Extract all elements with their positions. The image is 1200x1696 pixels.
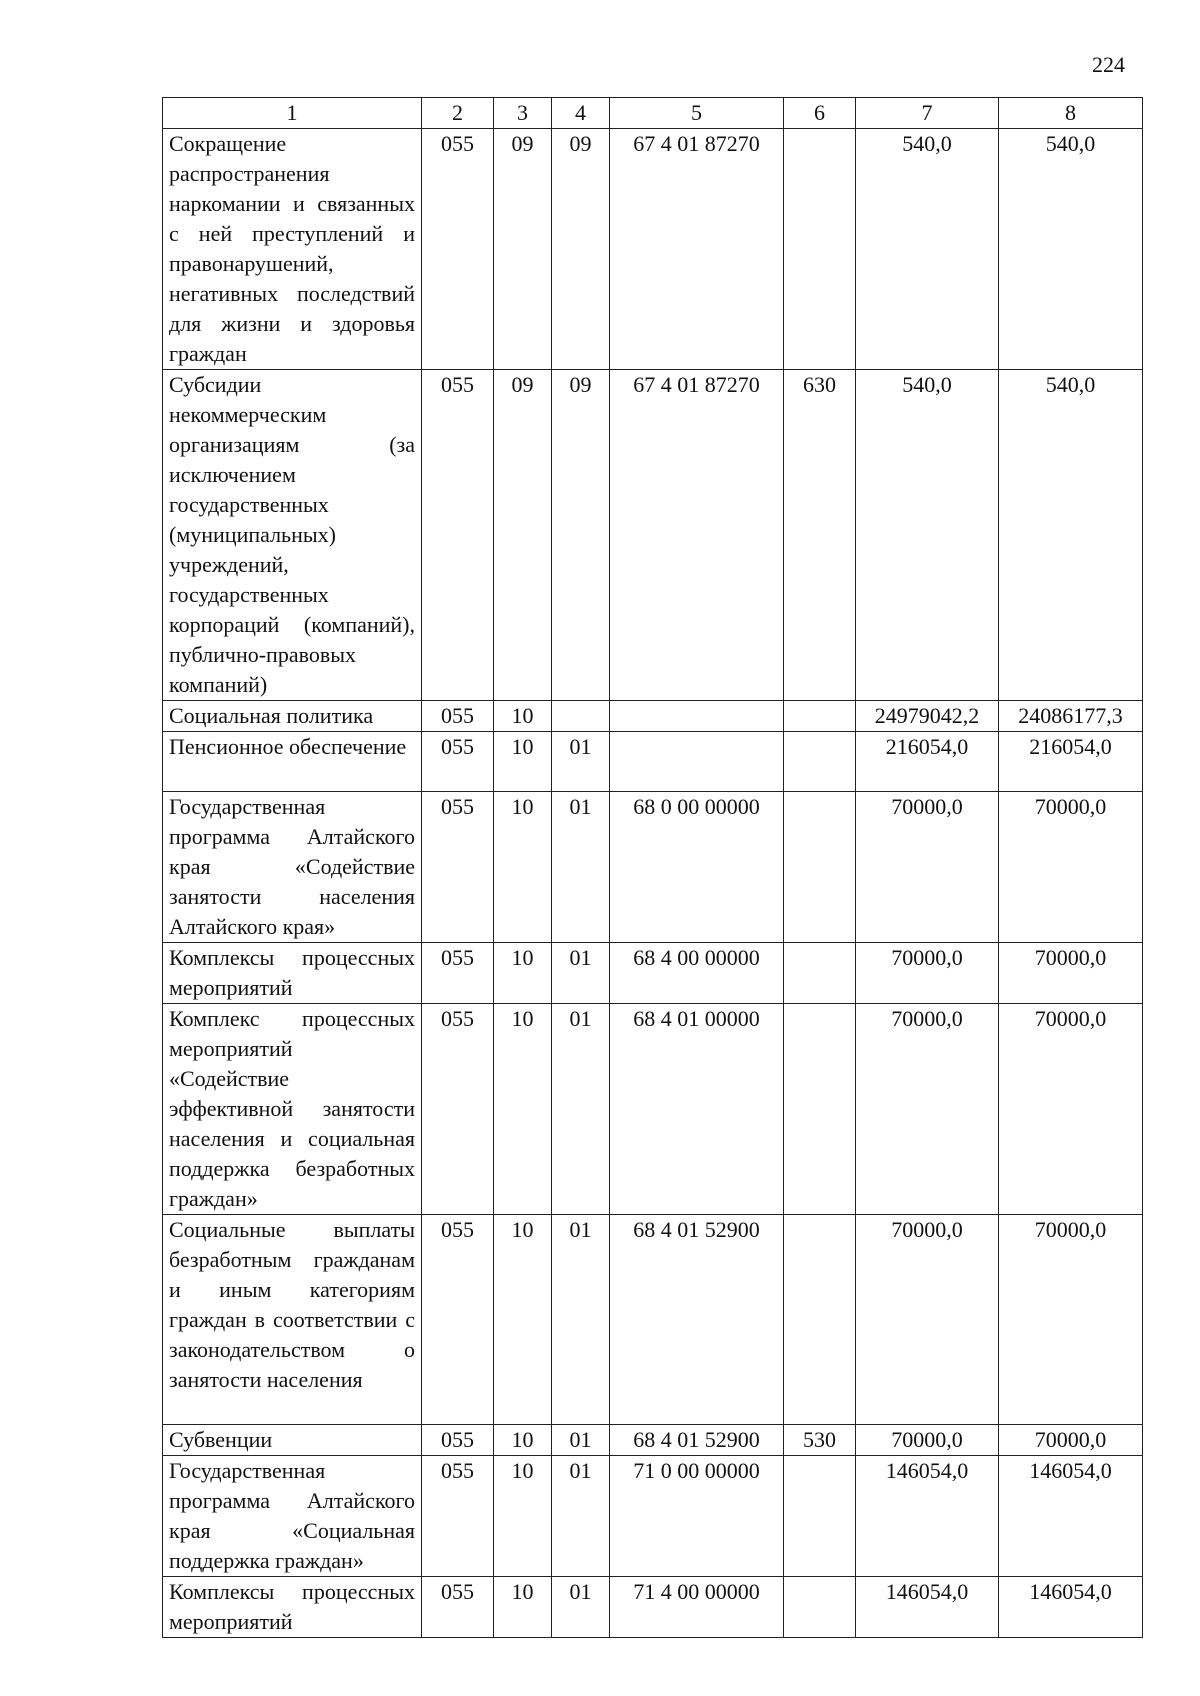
cell-expense-type	[784, 1577, 856, 1638]
cell-ministry: 055	[422, 129, 494, 370]
cell-ministry: 055	[422, 1425, 494, 1456]
column-header: 2	[422, 98, 494, 129]
cell-subsection: 01	[552, 1577, 610, 1638]
cell-amount-2: 540,0	[999, 370, 1143, 701]
cell-section: 10	[494, 943, 552, 1004]
cell-amount-2: 216054,0	[999, 732, 1143, 792]
table-row	[163, 1425, 1143, 1456]
budget-table	[162, 97, 1143, 1638]
cell-section: 10	[494, 1425, 552, 1456]
cell-ministry: 055	[422, 1456, 494, 1577]
cell-amount-2: 146054,0	[999, 1577, 1143, 1638]
cell-expense-type	[784, 732, 856, 792]
table-row	[163, 701, 1143, 732]
cell-expense-type	[784, 1215, 856, 1425]
table-row	[163, 129, 1143, 370]
table-row	[163, 732, 1143, 792]
cell-subsection: 01	[552, 1456, 610, 1577]
cell-amount-2: 70000,0	[999, 792, 1143, 943]
cell-amount-2: 146054,0	[999, 1456, 1143, 1577]
row-name: Комплексы процессных мероприятий	[163, 1577, 422, 1638]
cell-target-code: 68 4 01 52900	[610, 1425, 784, 1456]
cell-target-code: 68 0 00 00000	[610, 792, 784, 943]
cell-subsection: 09	[552, 370, 610, 701]
cell-amount-1: 146054,0	[856, 1577, 999, 1638]
cell-section: 10	[494, 1215, 552, 1425]
cell-section: 09	[494, 129, 552, 370]
cell-target-code: 67 4 01 87270	[610, 129, 784, 370]
cell-amount-1: 70000,0	[856, 1004, 999, 1215]
cell-section: 10	[494, 1456, 552, 1577]
cell-section: 10	[494, 1004, 552, 1215]
cell-section: 10	[494, 1577, 552, 1638]
table-row	[163, 1456, 1143, 1577]
cell-amount-1: 70000,0	[856, 1215, 999, 1425]
cell-target-code	[610, 732, 784, 792]
cell-amount-1: 70000,0	[856, 1425, 999, 1456]
table-row	[163, 370, 1143, 701]
cell-amount-1: 540,0	[856, 129, 999, 370]
cell-target-code: 71 4 00 00000	[610, 1577, 784, 1638]
cell-subsection: 01	[552, 1004, 610, 1215]
cell-amount-1: 540,0	[856, 370, 999, 701]
column-header: 6	[784, 98, 856, 129]
cell-subsection: 01	[552, 1215, 610, 1425]
cell-amount-1: 216054,0	[856, 732, 999, 792]
table-row	[163, 1577, 1143, 1638]
cell-amount-1: 70000,0	[856, 943, 999, 1004]
cell-amount-2: 24086177,3	[999, 701, 1143, 732]
cell-amount-1: 146054,0	[856, 1456, 999, 1577]
cell-ministry: 055	[422, 1004, 494, 1215]
cell-expense-type	[784, 129, 856, 370]
table-row	[163, 943, 1143, 1004]
cell-subsection: 01	[552, 732, 610, 792]
cell-subsection: 09	[552, 129, 610, 370]
row-name: Социальная политика	[163, 701, 422, 732]
cell-expense-type: 630	[784, 370, 856, 701]
column-header: 8	[999, 98, 1143, 129]
row-name: Комплекс процессных мероприятий «Содействие эффективной занятости населения и социальная поддержка безработных граждан»	[163, 1004, 422, 1215]
cell-ministry: 055	[422, 732, 494, 792]
column-header-row	[163, 98, 1143, 129]
column-header: 5	[610, 98, 784, 129]
cell-amount-2: 70000,0	[999, 1215, 1143, 1425]
column-header: 7	[856, 98, 999, 129]
cell-expense-type	[784, 701, 856, 732]
cell-subsection: 01	[552, 1425, 610, 1456]
cell-ministry: 055	[422, 370, 494, 701]
cell-amount-1: 70000,0	[856, 792, 999, 943]
row-name: Государственная программа Алтайского края «Социальная поддержка граждан»	[163, 1456, 422, 1577]
column-header: 3	[494, 98, 552, 129]
cell-expense-type: 530	[784, 1425, 856, 1456]
column-header: 1	[163, 98, 422, 129]
cell-amount-2: 70000,0	[999, 943, 1143, 1004]
row-name: Комплексы процессных мероприятий	[163, 943, 422, 1004]
row-name: Государственная программа Алтайского края «Содействие занятости населения Алтайского края»	[163, 792, 422, 943]
cell-subsection	[552, 701, 610, 732]
row-name: Социальные выплаты безработным гражданам и иным категориям граждан в соответствии с законодательством о занятости населения	[163, 1215, 422, 1425]
cell-ministry: 055	[422, 701, 494, 732]
cell-target-code: 68 4 01 52900	[610, 1215, 784, 1425]
cell-ministry: 055	[422, 943, 494, 1004]
cell-subsection: 01	[552, 943, 610, 1004]
row-name: Пенсионное обеспечение	[163, 732, 422, 792]
cell-expense-type	[784, 1456, 856, 1577]
cell-target-code: 67 4 01 87270	[610, 370, 784, 701]
cell-expense-type	[784, 943, 856, 1004]
cell-section: 09	[494, 370, 552, 701]
cell-expense-type	[784, 1004, 856, 1215]
cell-subsection: 01	[552, 792, 610, 943]
row-name: Субвенции	[163, 1425, 422, 1456]
cell-amount-2: 540,0	[999, 129, 1143, 370]
cell-section: 10	[494, 701, 552, 732]
cell-section: 10	[494, 792, 552, 943]
table-row	[163, 792, 1143, 943]
cell-ministry: 055	[422, 1215, 494, 1425]
cell-ministry: 055	[422, 1577, 494, 1638]
cell-amount-2: 70000,0	[999, 1004, 1143, 1215]
table-row	[163, 1215, 1143, 1425]
table-row	[163, 1004, 1143, 1215]
page-number: 224	[1092, 52, 1125, 77]
column-header: 4	[552, 98, 610, 129]
cell-target-code: 68 4 00 00000	[610, 943, 784, 1004]
cell-amount-1: 24979042,2	[856, 701, 999, 732]
row-name: Сокращение распространения наркомании и связанных с ней преступлений и правонарушений, негативных последствий для жизни и здоровья граждан	[163, 129, 422, 370]
cell-amount-2: 70000,0	[999, 1425, 1143, 1456]
cell-target-code: 68 4 01 00000	[610, 1004, 784, 1215]
cell-target-code: 71 0 00 00000	[610, 1456, 784, 1577]
cell-target-code	[610, 701, 784, 732]
cell-expense-type	[784, 792, 856, 943]
cell-ministry: 055	[422, 792, 494, 943]
cell-section: 10	[494, 732, 552, 792]
row-name: Субсидии некоммерческим организациям (за исключением государственных (муниципальных) учреждений, государственных корпораций (компаний), публично-правовых компаний)	[163, 370, 422, 701]
